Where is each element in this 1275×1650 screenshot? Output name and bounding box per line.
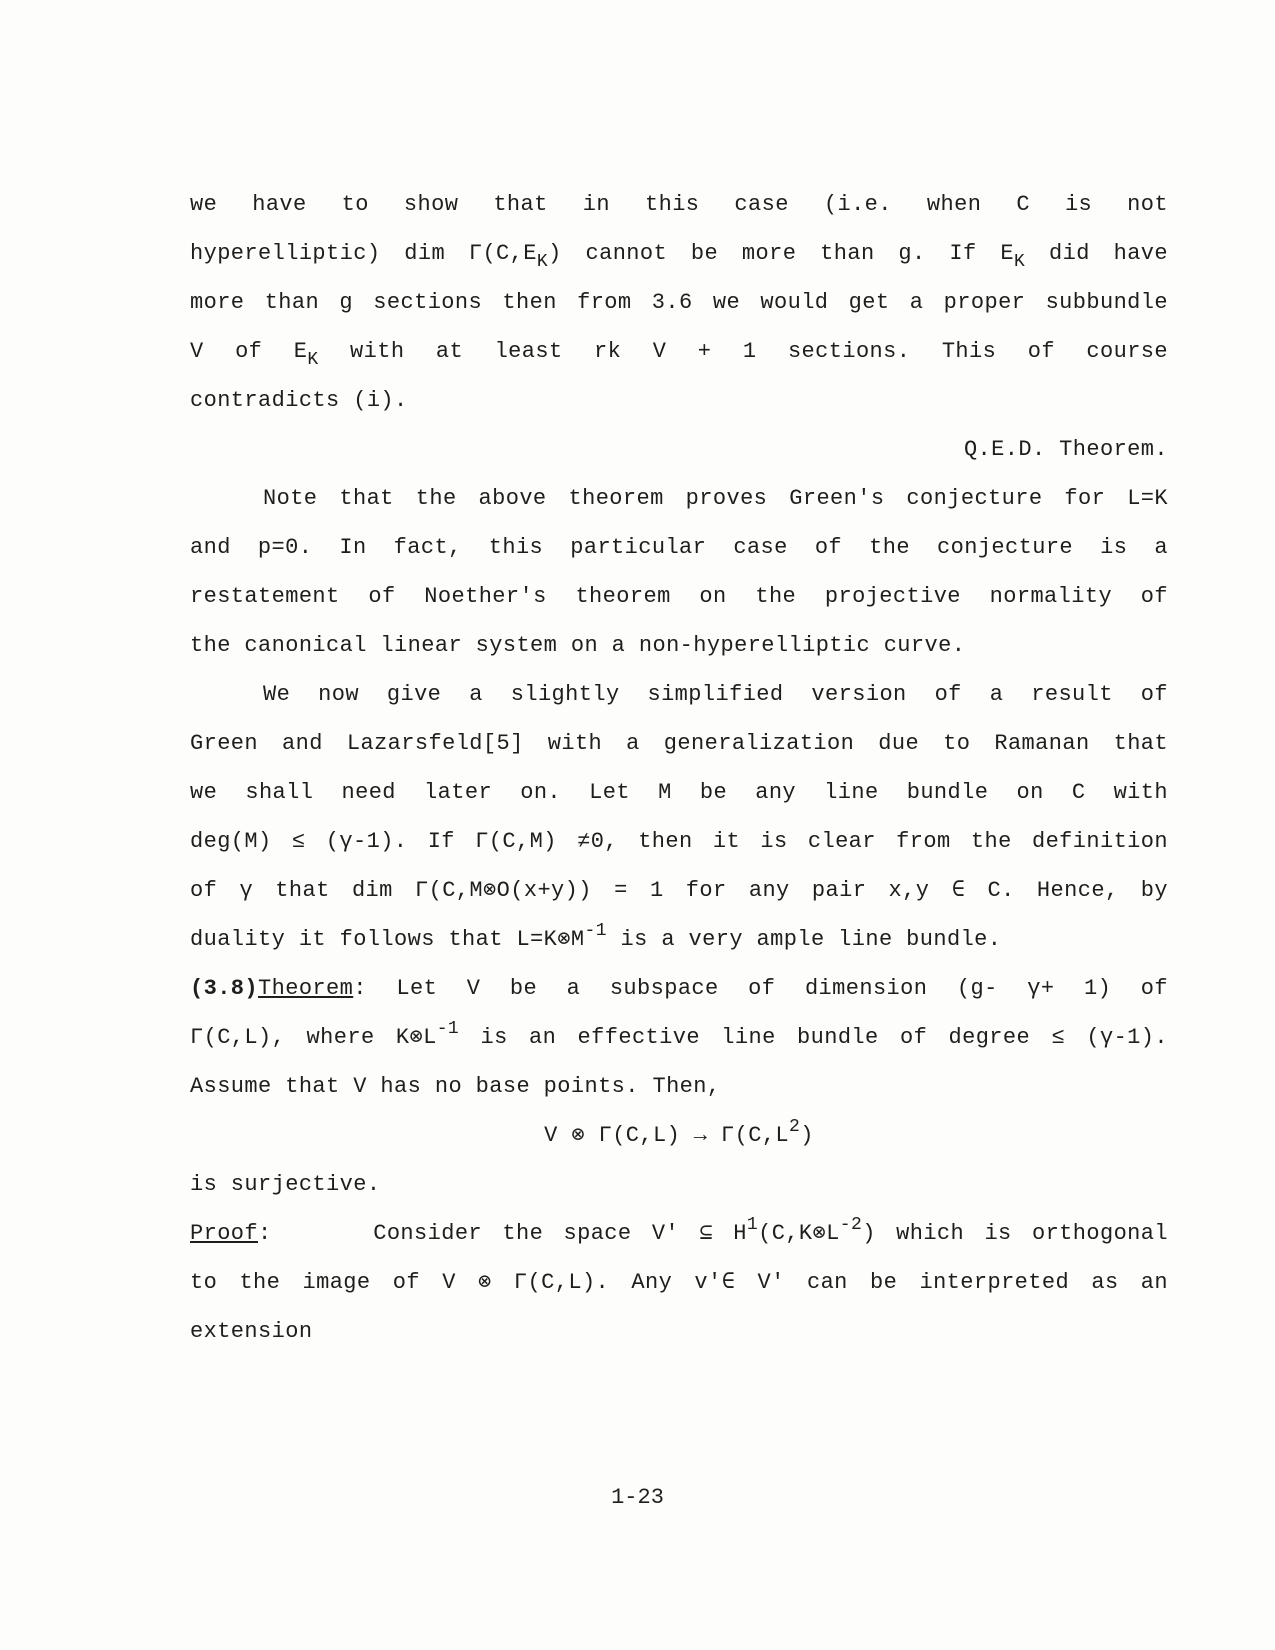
text-span: Note that the above theorem proves Green's conjecture for L=K (263, 486, 1168, 511)
text-span: hyperelliptic) dim Γ(C,E (190, 241, 537, 266)
text-line (190, 778, 1168, 827)
text-line (190, 729, 1168, 778)
text-span: ) which is orthogonal (862, 1221, 1168, 1246)
subscript: K (536, 252, 549, 272)
text-span: more than g sections then from 3.6 we would get a proper subbundle (190, 290, 1168, 315)
text-span: Green and Lazarsfeld[5] with a generalization due to Ramanan that (190, 731, 1168, 756)
superscript: -1 (584, 921, 607, 941)
text-line (190, 1170, 1168, 1219)
text-span: V of E (190, 339, 308, 364)
superscript: 1 (746, 1215, 759, 1235)
display-equation (190, 1117, 1168, 1170)
theorem-label: Theorem (258, 976, 354, 1001)
superscript: -2 (839, 1215, 863, 1235)
text-span: did have (1025, 241, 1169, 266)
text-span: We now give a slightly simplified version of a result of (263, 682, 1168, 707)
text-line (190, 1317, 1168, 1366)
text-line (190, 288, 1168, 337)
text-span: deg(M) ≤ (γ-1). If Γ(C,M) ≠0, then it is clear from the definition (190, 829, 1168, 854)
text-line (190, 582, 1168, 631)
proof-label: Proof (190, 1221, 259, 1246)
text-span: : Let V be a subspace of dimension (g- γ+ 1) of (353, 976, 1168, 1001)
text-span: is an effective line bundle of degree ≤ (γ-1). (459, 1025, 1168, 1050)
text-span: (C,K⊗L (758, 1221, 840, 1246)
text-line (190, 631, 1168, 680)
text-line (190, 1019, 1168, 1072)
text-span: is a very ample line bundle. (606, 927, 1002, 952)
text-line (190, 190, 1168, 239)
text-span: we shall need later on. Let M be any line bundle on C with (190, 780, 1168, 805)
theorem-heading-line (190, 974, 1168, 1023)
text-line (190, 1072, 1168, 1121)
equation-span: ) (800, 1123, 814, 1148)
text-line (190, 827, 1168, 876)
text-line (190, 533, 1168, 582)
superscript: 2 (789, 1117, 801, 1137)
text-span: : Consider the space V' ⊆ H (258, 1221, 747, 1246)
text-span: and p=0. In fact, this particular case of the conjecture is a (190, 535, 1168, 560)
subscript: K (1013, 252, 1026, 272)
subscript: K (307, 350, 319, 370)
theorem-number: (3.8) (190, 976, 259, 1001)
text-line (190, 921, 1168, 974)
text-span: the canonical linear system on a non-hyperelliptic curve. (190, 633, 966, 658)
text-line (190, 680, 1168, 729)
text-line (190, 876, 1168, 925)
text-span: is surjective. (190, 1172, 381, 1197)
text-line (190, 386, 1168, 435)
text-span: restatement of Noether's theorem on the projective normality of (190, 584, 1168, 609)
text-line (190, 337, 1168, 386)
superscript: -1 (436, 1019, 460, 1039)
text-span: extension (190, 1319, 313, 1344)
text-line (190, 1268, 1168, 1317)
text-span: duality it follows that L=K⊗M (190, 927, 585, 952)
body-text (190, 190, 1168, 1366)
text-line (190, 239, 1168, 288)
equation-span: V ⊗ Γ(C,L) → Γ(C,L (544, 1123, 790, 1148)
qed-line (190, 435, 1168, 484)
text-span: with at least rk V + 1 sections. This of course (318, 339, 1168, 364)
proof-heading-line (190, 1215, 1168, 1268)
text-span: contradicts (i). (190, 388, 408, 413)
text-span: ) cannot be more than g. If E (548, 241, 1014, 266)
text-line (190, 484, 1168, 533)
text-span: we have to show that in this case (i.e. when C is not (190, 192, 1168, 217)
text-span: Γ(C,L), where K⊗L (190, 1025, 437, 1050)
page-number: 1-23 (611, 1485, 664, 1510)
text-span: of γ that dim Γ(C,M⊗O(x+y)) = 1 for any pair x,y ∈ C. Hence, by (190, 878, 1168, 903)
qed-text: Q.E.D. Theorem. (963, 437, 1168, 462)
text-span: Assume that V has no base points. Then, (190, 1074, 721, 1099)
text-span: to the image of V ⊗ Γ(C,L). Any v'∈ V' can be interpreted as an (190, 1270, 1168, 1295)
